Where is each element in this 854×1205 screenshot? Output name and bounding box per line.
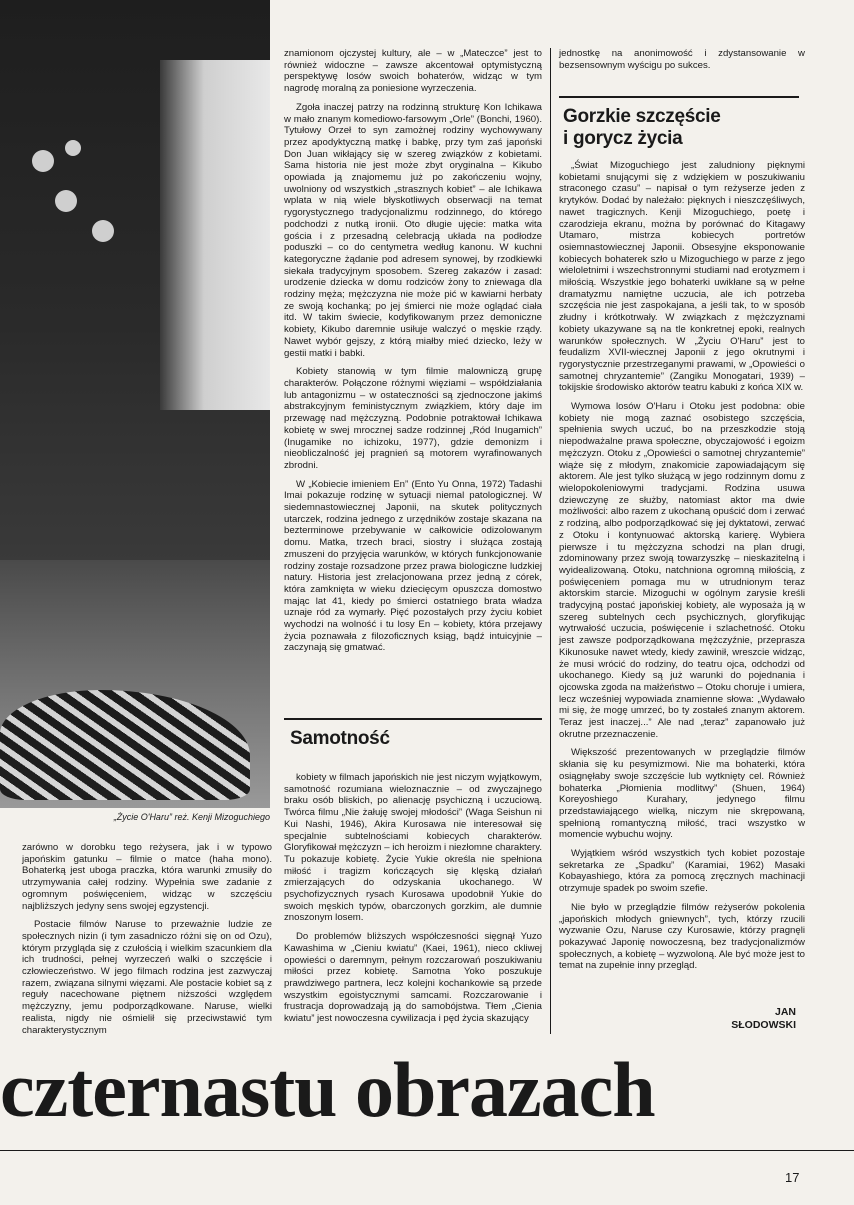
paragraph: „Świat Mizoguchiego jest zaludniony pięknymi kobietami snującymi się z wdziękiem w poszukiwaniu straconego czasu” – napisał o tym reżyserze jeden z krytyków. Dodać by należało: pięknych i nieszczęśliwych, nawet tragicznych. Kenji Mizoguchiego, poetę i czarodzieja ekranu, można by porównać do Kitagawy Utamaro, mistrza kobiecych portretów osiemnastowiecznej Japonii. Obsesyjne eksponowanie kobiecych bohaterek szło u Mizoguchiego w parze z jego wieloletnimi i wszechstronnymi studiami nad erotyzmem i miłością. Wszystkie jego bohaterki uwikłane są w pełne dramatyzmu namiętne uczucia, ale ich potrzeba szczęścia nie jest zaspokajana, a jeśli tak, to w sposób złudny i krótkotrwały. W związkach z mężczyznami kobiety ukazywane są na tle konkretnej epoki, realnych warunków społecznych. W „Życiu O'Haru” jest to feudalizm XVII-wiecznej Japonii z jego okrutnymi i rygorystycznie przestrzeganymi prawami, w „Opowieści o samotnej chryzantemie” (Zangiku Monogatari, 1939) – tokijskie środowisko aktorów teatru kabuki z końca XIX w. (559, 160, 805, 394)
film-still-photo (0, 0, 270, 808)
column-middle-top (284, 48, 542, 661)
photo-caption: „Życie O'Haru” reż. Kenji Mizoguchiego (113, 812, 270, 822)
author-signature: JAN SŁODOWSKI (731, 1006, 796, 1031)
column-right (559, 160, 805, 979)
section-heading-samotnosc: Samotność (290, 728, 390, 749)
paragraph: znamionom ojczystej kultury, ale – w „Mateczce” jest to również widoczne – zawsze akcentował optymistyczną perspektywę losów swoich bohaterów, widząc w tym nagrodę moralną za poniesione wyrzeczenia. (284, 48, 542, 95)
paragraph: zarówno w dorobku tego reżysera, jak i w typowo japońskim gatunku – filmie o matce (haha mono). Bohaterką jest uboga praczka, która warunki zmusiły do utrzymywania całej rodziny. Wypełnia swe zadanie z ogromnym poświęceniem, widząc w szczęściu najbliższych jedyny sens swojej egzystencji. (22, 842, 272, 912)
page-number: 17 (785, 1170, 800, 1185)
paragraph: Postacie filmów Naruse to przeważnie ludzie ze społecznych nizin (i tym zasadniczo różni się on od Ozu), którym przygląda się z czułością i wielkim szacunkiem dla ich trudności, pełnej wyrzeczeń walki o szczęście i człowieczeństwo. W jego filmach rodzina jest zazwyczaj razem, związana silnymi więzami. Ale postacie kobiet są z reguły nacechowane piętnem niższości względem mężczyzny, jemu podporządkowane. Naruse, wielki realista, nigdy nie ośmielił się przeciwstawić tym charakterystycznym (22, 919, 272, 1036)
big-title: czternastu obrazach (0, 1046, 655, 1133)
column-divider (550, 48, 551, 1034)
section-rule (284, 718, 542, 720)
column-right-top (559, 48, 805, 78)
paragraph: kobiety w filmach japońskich nie jest niczym wyjątkowym, samotność rozumiana wieloznacznie – od zwyczajnego braku osób bliskich, po alienację psychiczną i uczuciową. Twórca filmu „Nie żałuję swojej młodości” (Waga Seishun ni Kui Nashi, 1946), Akira Kurosawa nie interesował się specjalnie subtelnościami kobiecych charakterów. Gloryfikował mężczyzn – ich heroizm i niezłomne charaktery. Tu pokazuje kobietę. Życie Yukie określa nie spełniona miłość i tragizm kończących się klęską działań zmierzających do odzyskania ukochanego. W psychofizycznych rysach Kurosawa upodobnił Yukie do swoich męskich typów, obarczonych gorzkim, ale dumnie znoszonym losem. (284, 772, 542, 924)
paragraph: Większość prezentowanych w przeglądzie filmów skłania się ku pesymizmowi. Nie ma bohaterki, która osiągnęłaby swoje szczęście lub wytknięty cel. Również bohaterka „Płomienia modlitwy” (Shuen, 1964) Koreyoshiego Kurahary, jedynego filmu przedstawiającego wielką, niczym nie skrępowaną, spełnioną romantyczną miłość, traci wszystko w momencie wybuchu wojny. (559, 747, 805, 841)
paragraph: Kobiety stanowią w tym filmie malowniczą grupę charakterów. Połączone różnymi więziami – współdziałania lub antagonizmu – w ostateczności są zjednoczone jakimś abstrakcyjnym feministycznym związkiem, który daje im przewagę nad mężczyzną. Podobnie potraktował Ichikawa kobietę w swej mrocznej sadze rodzinnej „Ród Inugamich” (Inugamike no ichizoku, 1977), gdzie demonizm i nieobliczalność jej pragnień są motorem wyrafinowanych zbrodni. (284, 366, 542, 471)
bottom-rule (0, 1150, 854, 1151)
paragraph: W „Kobiecie imieniem En” (Ento Yu Onna, 1972) Tadashi Imai pokazuje rodzinę w sytuacji niemal patologicznej. W siedemnastowiecznej Japonii, na skutek politycznych utarczek, rodzina jednego z urzędników zostaje skazana na bezterminowe przebywanie w całkowicie odizolowanym domu. Matka, trzech braci, siostry i służąca zostają zmuszeni do przyjęcia warunków, w których funkcjonowanie rodziny zostaje rozsadzone przez prawa biologiczne ludzkiej natury. Historia jest zrelacjonowana przez jedną z córek, która zamknięta w wieku dziecięcym opuszcza domostwo mając lat 41, kiedy po śmierci ostatniego brata władza uznaje ród za wymarły. Pięć pozostałych przy życiu kobiet wychodzi na wolność i tu losy En – kobiety, która przejawy życia poznawała z filozoficznych ksiąg, bądź intuicyjnie – zaczynają się gmatwać. (284, 478, 542, 654)
section-heading-gorzkie: Gorzkie szczęście i gorycz życia (563, 106, 721, 149)
paragraph: Zgoła inaczej patrzy na rodzinną strukturę Kon Ichikawa w mało znanym komediowo-farsowym „Orle” (Bonchi, 1960). Tytułowy Orzeł to syn zamożnej rodziny wychowywany przez apodyktyczną matkę i babkę, przy tym zaś japoński Don Juan wikłający się w szereg związków z kobietami. Sama historia nie jest może zbyt oryginalna – Kikubo opowiada ją znajomemu już po zakończeniu wojny, uwolniony od wszystkich „strasznych kobiet” – ale Ichikawa wplata w nią wiele błyskotliwych obserwacji na temat rygorystycznego tradycjonalizmu rodzinnego, do którego podchodzi z nutką ironii. Oto długie ujęcie: matka wita gościa i z przesadną celebracją układa na podłodze poduszki – co do centymetra według kanonu. W kuchni kategoryczne żądanie pod adresem synowej, by rzodkiewki siekała tradycyjnym sposobem. Szereg zakazów i zasad: urodzenie dziecka w domu rodziców żony to zniewaga dla rodziny męża; mężczyzna nie może pić w kawiarni herbaty ze swoją kochanką; po jej śmierci nie może oglądać ciała itd. W takim świecie, kodyfikowanym przez demoniczne kobiety, Kikubo daremnie usiłuje walczyć o męskie rządy. Nawet wybór gejszy, z którą miałby mieć dziecko, leży w gestii matki i babki. (284, 101, 542, 359)
paragraph: jednostkę na anonimowość i zdystansowanie w bezsensownym wyścigu po sukces. (559, 48, 805, 71)
paragraph: Wymowa losów O'Haru i Otoku jest podobna: obie kobiety nie mogą zaznać osobistego szczęścia, spełnienia swych uczuć, bo na przeszkodzie stoją niepodważalne prawa społeczne, obyczajowość i egoizm mężczyzn. Otoku z „Opowieści o samotnej chryzantemie” wiąże się z młodym, znakomicie zapowiadającym się aktorem. Ale jest tylko służącą w jego rodzinnym domu z wielopokoleniowymi tradycjami. Rodzina usuwa dziewczynę ze służby, natomiast aktor ma dwie możliwości: albo razem z ukochaną opuścić dom i zerwać z rodziną, albo podporządkować się jej dyktatowi, zerwać z Otoku i kontynuować aktorską karierę. Wybiera pierwsze i tu mężczyzna schodzi na plan drugi, zdominowany przez swoją towarzyszkę – nieskazitelną i wyidealizowaną. Otoku, natchniona ogromną miłością, z poświęceniem pomaga mu w utrudnionym teraz aktorskim starcie. Mizoguchi w ogólnym zarysie kreśli tradycyjną postać japońskiej kobiety, ale wyposaża ją w szereg subtelnych cech psychicznych, gloryfikując wytrwałość uczucia, poświęcenie i szlachetność. Otoku jest zawsze podporządkowana mężczyźnie, przeprasza Kikunosuke nawet wtedy, kiedy zawinił, wreszcie widząc, że musi wrócić do rodziny, do teatru ojca, odchodzi od ukochanego. Kiedy są już warunki do pojednania i ojcowska zgoda na małżeństwo – Otoku choruje i umiera, lecz wcześniej wypowiada znamienne słowa: „Wydawało mi się, że mogę umrzeć, bo ty zostałeś znanym aktorem. Teraz jest inaczej...” Ale nad „teraz” zapanowało już okrutne przeznaczenie. (559, 401, 805, 740)
column-middle-bottom (284, 772, 542, 1032)
column-left (22, 842, 272, 1043)
section-rule (559, 96, 799, 98)
paragraph: Wyjątkiem wśród wszystkich tych kobiet pozostaje sekretarka ze „Spadku” (Karamiai, 1962) Masaki Kobayashiego, która za pomocą zręcznych machinacji otrzymuje spadek po swoim szefie. (559, 848, 805, 895)
paragraph: Nie było w przeglądzie filmów reżyserów pokolenia „japońskich młodych gniewnych”, tych, którzy rzucili wyzwanie Ozu, Naruse czy Kurosawie, którzy pragnęli pokazywać Japonię nowoczesną, bez tradycjonalizmów społecznych, a kobietę – wyzwoloną. Ale być może jest to temat na zupełnie inny przegląd. (559, 901, 805, 972)
paragraph: Do problemów bliższych współczesności sięgnął Yuzo Kawashima w „Cieniu kwiatu” (Kaei, 1961), nieco ckliwej opowieści o daremnym, pełnym rozczarowań poszukiwaniu miłości przez kobietę. Samotna Yoko poszukuje prawdziwego partnera, lecz kolejni kochankowie są przede wszystkim egoistycznymi samcami. Rozczarowanie i frustracja doprowadzają ją do samobójstwa. Tłem „Cienia kwiatu” jest nowoczesna cywilizacja i pęd życia skazujący (284, 931, 542, 1025)
